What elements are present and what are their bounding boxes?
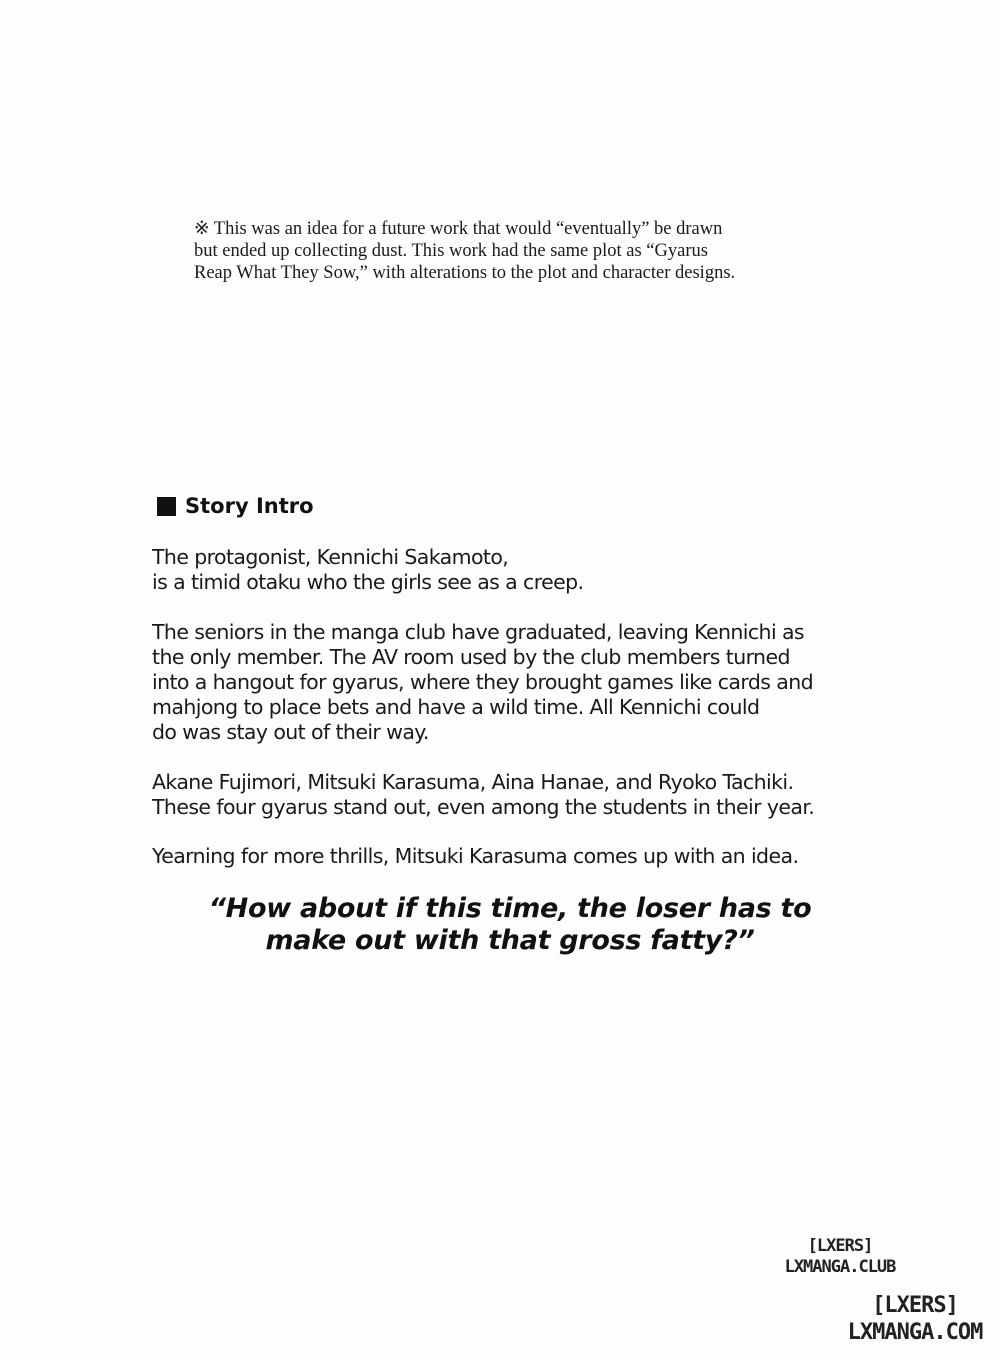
paragraph-line: These four gyarus stand out, even among the students in their year. [152,795,815,819]
paragraph-line: is a timid otaku who the girls see as a creep. [152,570,584,594]
paragraph-line: mahjong to place bets and have a wild time. All Kennichi could [152,695,760,719]
watermark-tag: [LXERS] [807,1236,873,1256]
editor-note [194,218,834,284]
note-line: Reap What They Sow,” with alterations to the plot and character designs. [194,263,736,283]
paragraph-line: Yearning for more thrills, Mitsuki Karasuma comes up with an idea. [152,844,799,868]
paragraph-line: do was stay out of their way. [152,720,429,744]
watermark-site: LXMANGA.CLUB [784,1257,896,1277]
paragraph-gyarus [152,770,872,820]
pull-quote [150,893,870,957]
section-heading [157,494,314,518]
watermark-tag: [LXERS] [872,1293,958,1318]
paragraph-line: the only member. The AV room used by the club members turned [152,645,790,669]
paragraph-line: The seniors in the manga club have graduated, leaving Kennichi as [152,620,804,644]
paragraph-line: into a hangout for gyarus, where they brought games like cards and [152,670,814,694]
quote-line: make out with that gross fatty?” [265,925,755,956]
quote-line: “How about if this time, the loser has to [208,893,812,924]
section-heading-text: Story Intro [185,494,314,518]
watermark-site: LXMANGA.COM [847,1320,983,1345]
paragraph-protagonist [152,545,872,595]
note-line: ※ This was an idea for a future work that would “eventually” be drawn [194,219,723,239]
watermark-com [835,1292,995,1346]
square-bullet-icon [157,497,176,516]
paragraph-line: Akane Fujimori, Mitsuki Karasuma, Aina Hanae, and Ryoko Tachiki. [152,770,794,794]
paragraph-club [152,620,872,745]
paragraph-idea [152,844,872,869]
paragraph-line: The protagonist, Kennichi Sakamoto, [152,545,509,569]
note-line: but ended up collecting dust. This work had the same plot as “Gyarus [194,241,708,261]
watermark-club [770,1236,910,1278]
